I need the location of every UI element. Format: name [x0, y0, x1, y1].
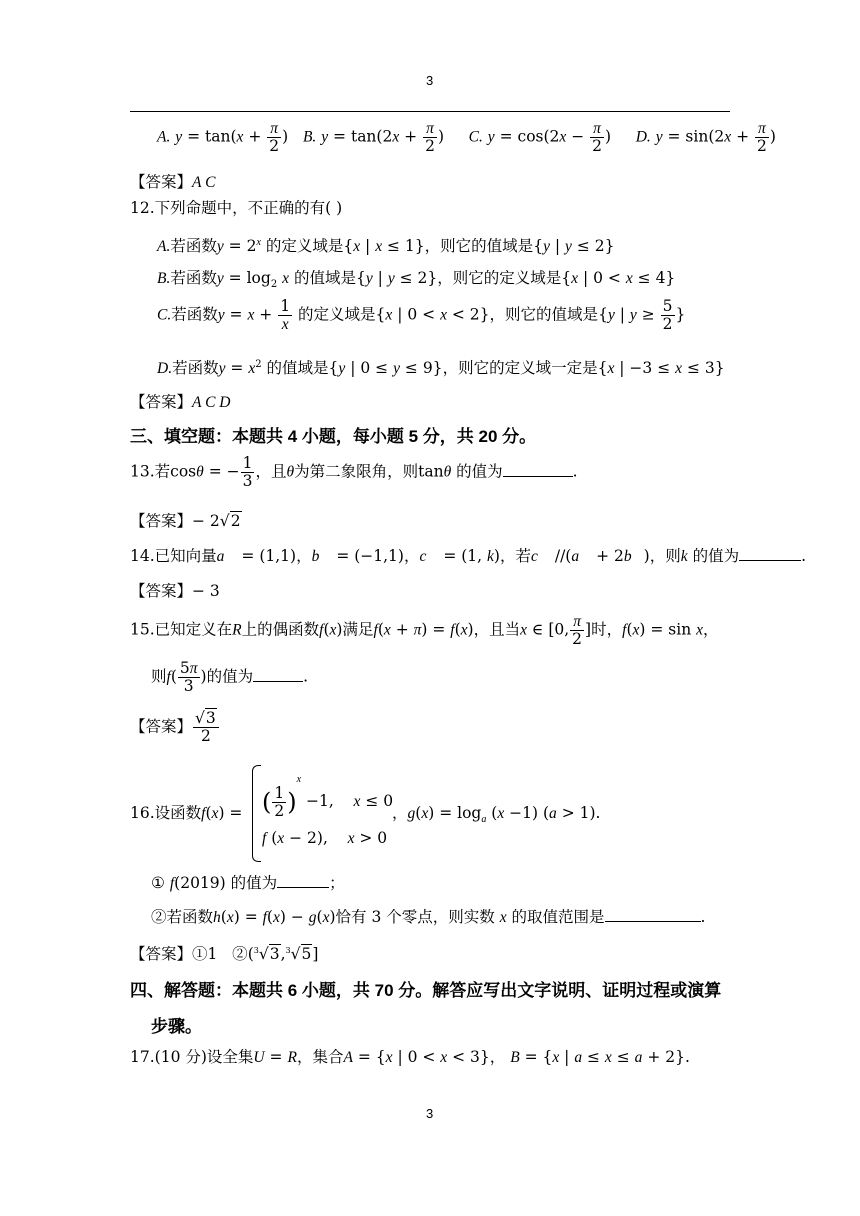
q16-answer: 【答案】①1 ②($^3$√3,$^3$√5] [130, 945, 319, 963]
section3-title: 三、填空题：本题共 4 小题，每小题 5 分，共 20 分。 [130, 427, 537, 446]
q15-answer: 【答案】 $\frac{√3}{2}$ [130, 710, 220, 745]
footer-page-number: 3 [426, 1106, 434, 1121]
q12-option-d: D.若函数$y = x^2$ 的值域是{y | 0 ≤ y ≤ 9}，则它的定义域一定是{x | −3 ≤ x ≤ 3} [157, 359, 725, 378]
q16-g: ，$g(x) = \log_a (x -1) (a > 1)$. [392, 804, 601, 826]
header-rule [130, 111, 730, 112]
q12-stem: 12.下列命题中，不正确的有( ) [130, 199, 343, 217]
q12-option-c: C.若函数y = x + $\frac{1}{x}$ 的定义域是{x | 0 < x < 2}，则它的值域是{y | y ≥ $\frac{5}{2}$ } [157, 297, 686, 333]
section4-title-line2: 步骤。 [151, 1017, 202, 1036]
q16-sub1: ① f(2019) 的值为 ； [151, 874, 345, 892]
q12-option-b: B.若函数$y = \log_2 x$ 的值域是{y | y ≤ 2}，则它的定义域是{x | 0 < x ≤ 4} [157, 269, 676, 291]
q16-label: 16.设函数f(x) = [130, 804, 243, 822]
q13: 13.若cosθ = − $\frac{1}{3}$ ，且θ为第二象限角，则tanθ 的值为 . [130, 454, 578, 490]
section4-title-line1: 四、解答题：本题共 6 小题，共 70 分。解答应写出文字说明、证明过程或演算 [130, 981, 722, 1000]
q12-answer: 【答案】A C D [130, 393, 231, 411]
piecewise-brace [252, 765, 261, 862]
q11-options: A. y = tan(x + $\frac{\pi}{2}$ ) B. y = tan(2x + $\frac{\pi}{2}$ ) C. y = cos(2x − $\frac{\pi}{2}$ ) D. y = sin(2x + $\frac{\pi}{2}$ ) [157, 120, 776, 155]
q16-sub2: ②若函数h(x) = f(x) − g(x)恰有 3 个零点，则实数 x 的取值范围是 . [151, 908, 706, 926]
q13-answer: 【答案】− 2√2 [130, 512, 241, 530]
q16-case1: ( $\frac{1}{2}$ )$^x$ −1, x ≤ 0 [262, 774, 394, 820]
q15-line1: 15.已知定义在R上的偶函数f(x)满足f(x + π) = f(x)，且当x ∈ [0, $\frac{\pi}{2}$ ]时，f(x) = sin x， [130, 613, 719, 648]
q12-option-a: A.若函数$y = 2^x$ 的定义域是{x | x ≤ 1}，则它的值域是{y | y ≤ 2} [157, 237, 615, 256]
q11-answer: 【答案】A C [130, 173, 216, 191]
q17: 17.(10 分)设全集U = R，集合A = {x | 0 < x < 3}， B = {x | a ≤ x ≤ a + 2}. [130, 1048, 690, 1066]
q14-answer: 【答案】− 3 [130, 582, 220, 600]
q16-case2: f (x − 2), x > 0 [262, 829, 388, 847]
header-page-number: 3 [426, 73, 434, 88]
q15-line2: 则f( $\frac{5\pi}{3}$ )的值为 . [151, 659, 309, 695]
q14: 14.已知向量a⃗ = (1,1)，b⃗ = (−1,1)，c⃗ = (1, k)，若c⃗ //(a⃗ + 2b⃗)，则k 的值为 . [130, 547, 807, 565]
